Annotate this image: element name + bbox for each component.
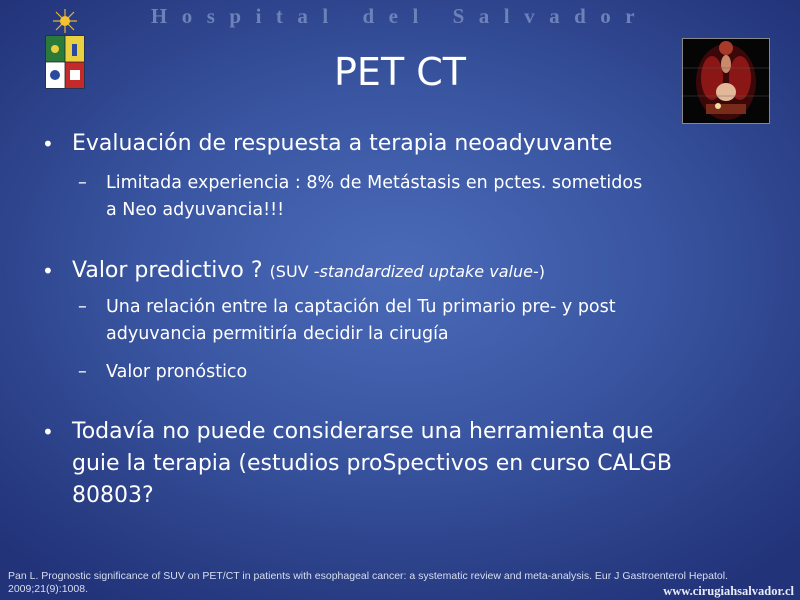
sub-bullet-line: Valor pronóstico [106,362,248,382]
bullet-marker: • [42,132,54,156]
sub-bullet-line: Limitada experiencia : 8% de Metástasis en pctes. sometidos [106,173,643,193]
dash-marker: – [78,297,87,317]
sub-bullet-item-1-1 [78,170,726,224]
bullet-text: Evaluación de respuesta a terapia neoadyuvante [72,131,613,156]
citation-line: 2009;21(9):1008. [8,583,88,595]
bullet-line: Todavía no puede considerarse una herramienta que [72,419,654,444]
website-url: www.cirugiahsalvador.cl [663,584,794,598]
bullet-item-2 [42,255,762,288]
suv-note-open: (SUV - [269,262,320,281]
sub-bullet-line: a Neo adyuvancia!!! [106,200,285,220]
suv-note [270,262,545,281]
sub-bullet-item-2-2 [78,359,726,386]
hospital-name: Hospital del Salvador [150,4,650,28]
bullet-marker: • [42,259,54,283]
bullet-line: guie la terapia (estudios proSpectivos en curso CALGB [72,451,673,476]
citation-line: Pan L. Prognostic significance of SUV on PET/CT in patients with esophageal cancer: a systematic review and meta-analysis. Eur J Gastroenterol Hepatol. [8,570,728,582]
bullet-text: Valor predictivo ? [72,258,263,283]
sub-bullet-line: adyuvancia permitiría decidir la cirugía [106,324,449,344]
dash-marker: – [78,362,87,382]
bullet-item-3 [42,416,762,512]
bullet-line: 80803? [72,483,154,508]
sub-bullet-item-2-1 [78,294,726,348]
suv-note-close: -) [532,262,545,281]
bullet-item-1 [42,128,762,160]
suv-note-definition: standardized uptake value [319,262,533,281]
sub-bullet-line: Una relación entre la captación del Tu primario pre- y post [106,297,616,317]
dash-marker: – [78,173,87,193]
slide-title: PET CT [334,50,466,94]
bullet-marker: • [42,420,54,444]
